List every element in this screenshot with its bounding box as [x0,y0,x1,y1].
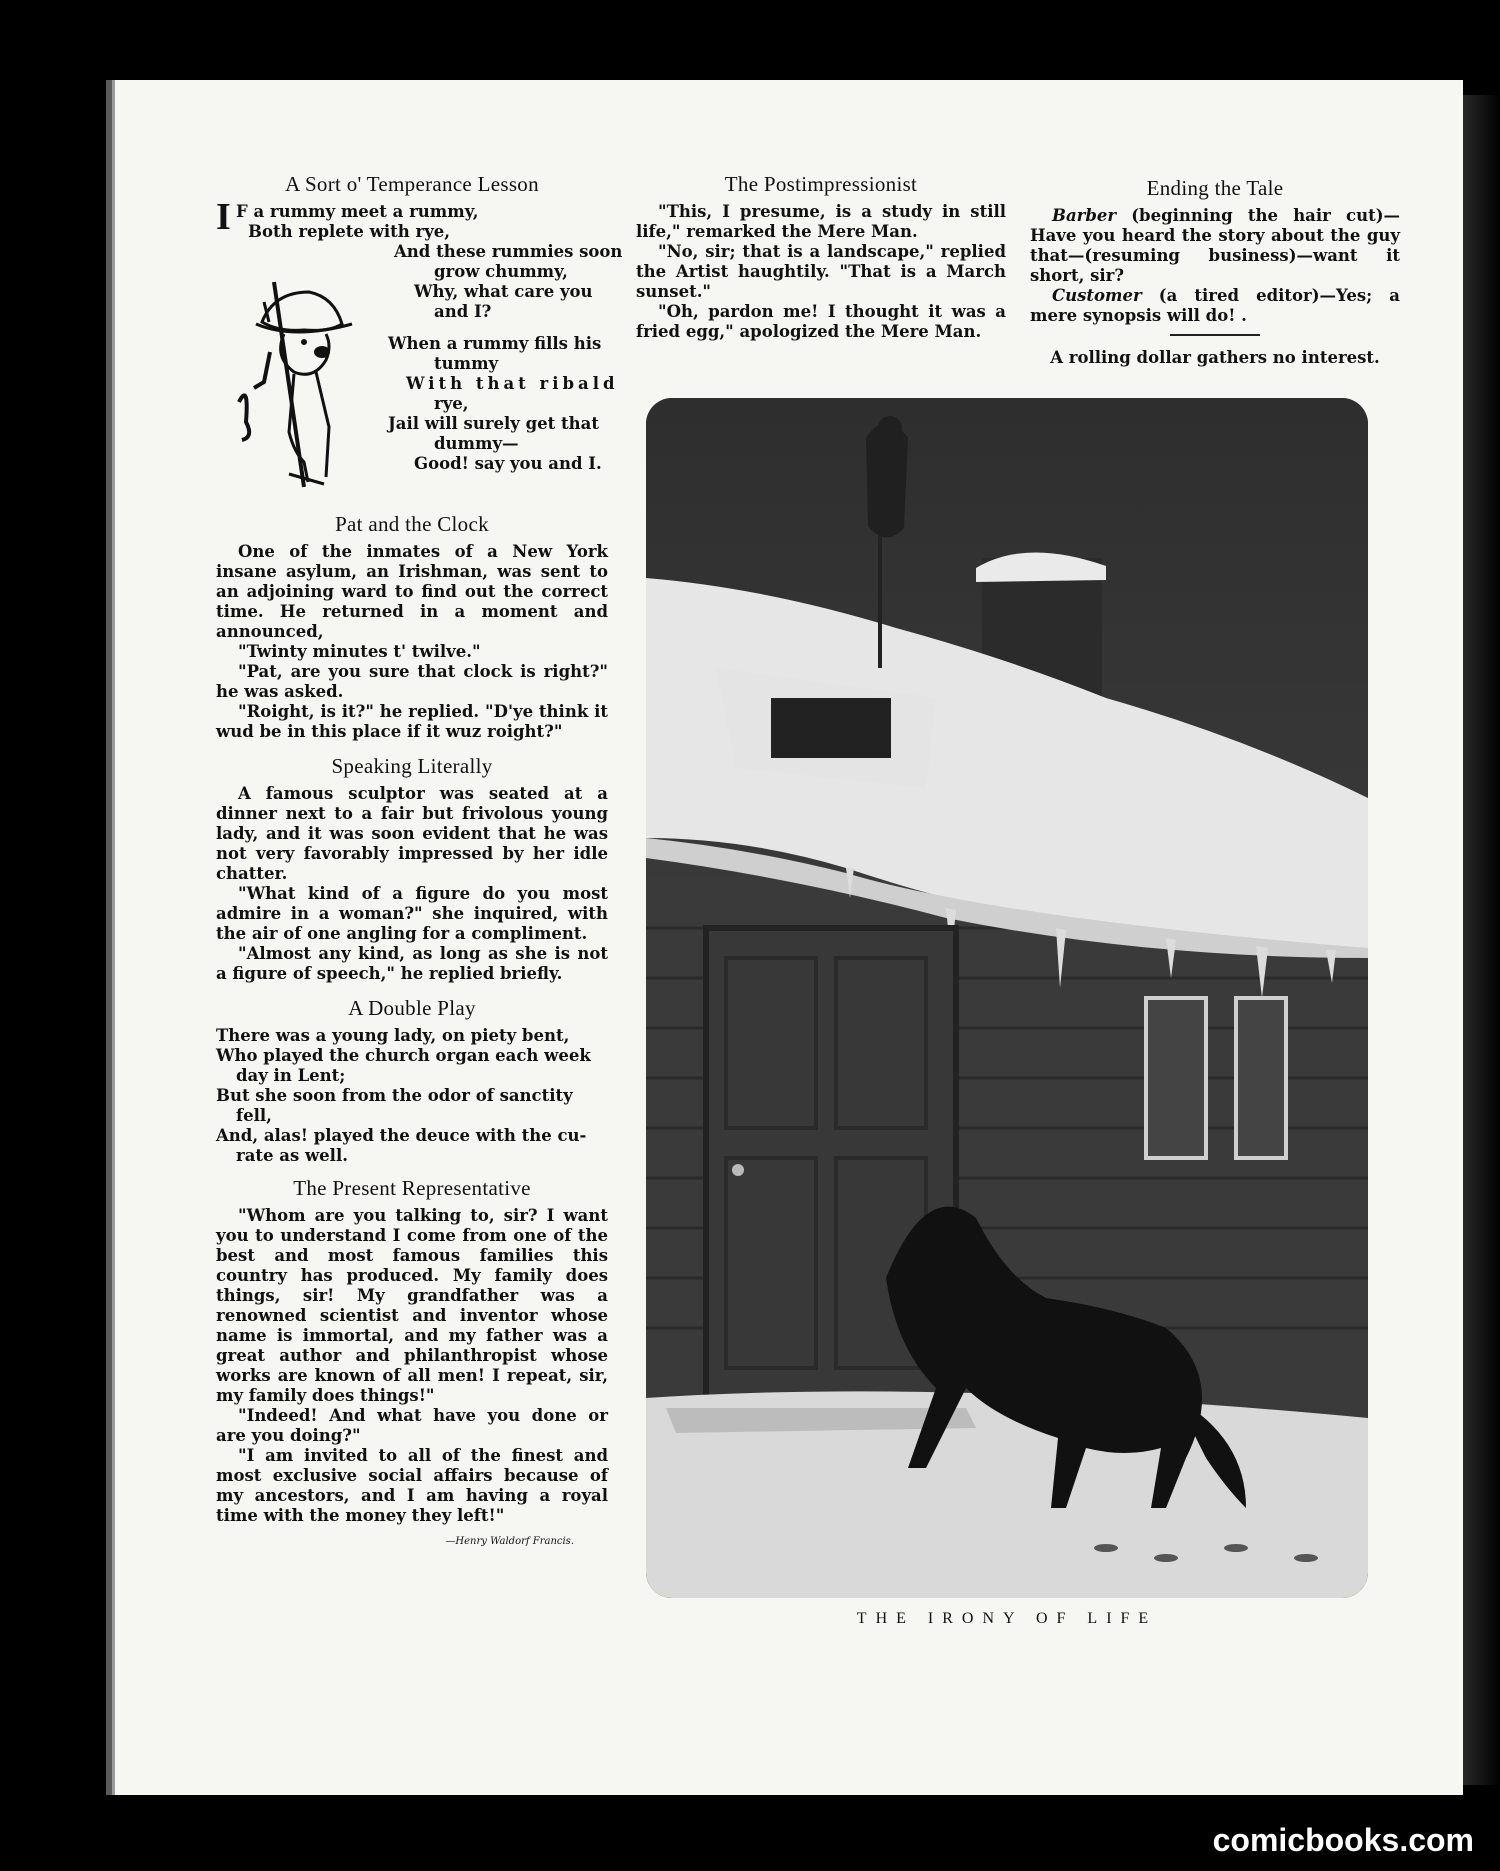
site-watermark: comicbooks.com [1212,1822,1474,1858]
double-play-title: A Double Play [348,996,476,1020]
clock-title: Pat and the Clock [335,512,489,536]
poem-line: Why, what care you [414,282,593,301]
tale-text: (beginning the hair cut)—Have you heard the story about the guy that—(resuming business)—want it short, sir? [1030,206,1400,285]
drop-cap: I [216,196,231,238]
right-column [1030,178,1400,368]
irony-of-life-illustration [646,398,1368,1598]
poem-line: grow chummy, [434,262,568,281]
tale-paragraph [1030,286,1400,326]
poem-line: Jail will surely get that [388,414,599,433]
clock-paragraph: "Pat, are you sure that clock is right?" he was asked. [216,662,608,701]
verse-line: day in Lent; [236,1066,346,1085]
postimpressionist-title: The Postimpressionist [724,172,918,196]
soldier-illustration [234,262,384,492]
illustration-caption: THE IRONY OF LIFE [856,1610,1158,1627]
present-title: The Present Representative [293,1176,531,1200]
post-paragraph: "No, sir; that is a landscape," replied the Artist haughtily. "That is a March sunset." [636,242,1006,301]
clock-paragraph: "Roight, is it?" he replied. "D'ye think it wud be in this place if it wuz roight?" [216,702,608,741]
verse-line: fell, [236,1106,272,1125]
speaker-barber: Barber [1052,206,1117,225]
literally-paragraph: "What kind of a figure do you most admire in a woman?" she inquired, with the air of one angling for a compliment. [216,884,608,943]
divider-rule [1170,334,1260,336]
temperance-title: A Sort o' Temperance Lesson [285,172,539,196]
post-paragraph: "Oh, pardon me! I thought it was a fried egg," apologized the Mere Man. [636,302,1006,341]
temperance-poem [216,196,623,502]
book-spine [1462,95,1500,1785]
verse-line: rate as well. [236,1146,348,1165]
verse-line: But she soon from the odor of sanctity [216,1086,573,1105]
present-paragraph: "I am invited to all of the finest and most exclusive social affairs because of my ancestors, and I am having a royal time with the money they left!" [216,1446,608,1525]
left-column [216,172,623,1552]
middle-column [636,174,1006,342]
poem-line: Good! say you and I. [414,454,602,473]
speaker-customer: Customer [1052,286,1142,305]
poem-line: And these rummies soon [394,242,623,261]
poem-line: and I? [434,302,492,321]
ending-tale-title: Ending the Tale [1146,176,1284,200]
present-paragraph: "Indeed! And what have you done or are you doing?" [216,1406,608,1445]
tale-paragraph [1030,206,1400,286]
tale-text: (a tired editor)—Yes; a mere synopsis will do! . [1030,286,1400,325]
present-paragraph: "Whom are you talking to, sir? I want you to understand I come from one of the best and most famous families this country has produced. My family does things, sir! My grandfather was a renowned scientist and inventor whose name is immortal, and my father was a great author and philanthropist whose works are known of all men! I repeat, sir, my family does things!" [216,1206,608,1405]
poem-line: Both replete with rye, [248,222,451,241]
author-signature: —Henry Waldorf Francis. [445,1536,574,1547]
double-play-verse [216,1026,608,1166]
poem-line: When a rummy fills his [388,334,602,353]
snowy-house-scene [646,398,1368,1598]
verse-line: There was a young lady, on piety bent, [216,1026,570,1045]
poem-line: dummy— [434,434,519,453]
clock-paragraph: One of the inmates of a New York insane asylum, an Irishman, was sent to an adjoining ward to find out the correct time. He returned in a moment and announced, [216,542,608,641]
poem-line: tummy [434,354,499,373]
literally-paragraph: A famous sculptor was seated at a dinner next to a fair but frivolous young lady, and it was soon evident that he was not very favorably impressed by her idle chatter. [216,784,608,883]
poem-line: With that ribald [406,374,619,393]
literally-title: Speaking Literally [331,754,493,778]
literally-paragraph: "Almost any kind, as long as she is not a figure of speech," he replied briefly. [216,944,608,983]
post-paragraph: "This, I presume, is a study in still life," remarked the Mere Man. [636,202,1006,241]
proverb: A rolling dollar gathers no interest. [1050,348,1380,367]
poem-line: rye, [434,394,469,413]
verse-line: Who played the church organ each week [216,1046,591,1065]
poem-line: F a rummy meet a rummy, [236,202,479,221]
verse-line: And, alas! played the deuce with the cu- [216,1126,587,1145]
clock-paragraph: "Twinty minutes t' twilve." [238,642,481,661]
